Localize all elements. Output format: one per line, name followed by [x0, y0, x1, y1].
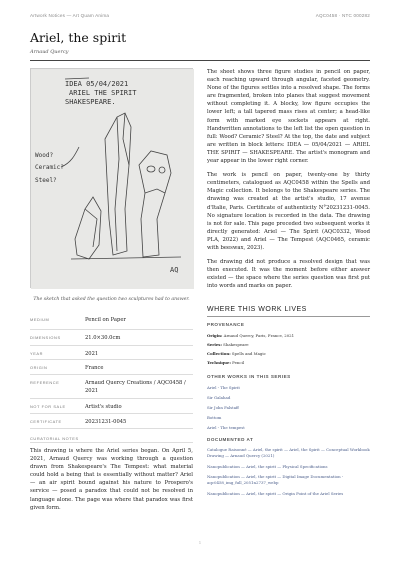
- curatorial-notes-label: CURATORIAL NOTES: [30, 436, 79, 441]
- page-number: 1: [198, 541, 202, 545]
- metadata-table: [30, 312, 193, 429]
- documented-link[interactable]: Nanopublication — Ariel, the spirit — Origin Point of the Ariel Series: [207, 491, 344, 496]
- series-link[interactable]: Sir John Falstaff: [207, 405, 239, 410]
- sketch-note-2: ARIEL THE SPIRIT: [69, 89, 137, 97]
- provenance-origin: Origin: Arnaud Quercy, Paris, France, 2021: [207, 333, 295, 338]
- meta-value: Pencil on Paper: [85, 317, 126, 323]
- meta-row-medium: [30, 312, 193, 330]
- where-divider: [207, 316, 370, 317]
- meta-label: DIMENSIONS: [30, 335, 61, 340]
- meta-value: France: [85, 365, 104, 371]
- meta-value: Arnaud Quercy Creations / AQC0458 / 2021: [85, 380, 186, 394]
- sketch-note-wood: Wood?: [35, 152, 54, 159]
- curatorial-notes: This drawing is where the Ariel series began. On April 5, 2021, Arnaud Quercy was working through a question drawn from Shakespeare's The Tempest: what material could hold a being that is essentially without matter? Ariel — an air spirit bound against his nature to Prospero's service — posed a paradox that could not be resolved in language alone. The page was where that paradox was first given form.: [30, 448, 193, 511]
- header-right: AQC0458 · NTC 000282: [315, 13, 370, 18]
- meta-value: 20231231-0045: [85, 419, 127, 425]
- sketch-note-steel: Steel?: [35, 177, 57, 184]
- provenance-collection: Collection: Spells and Magic: [207, 351, 266, 356]
- other-works-heading: OTHER WORKS IN THIS SERIES: [207, 374, 291, 379]
- page-title: Ariel, the spirit: [30, 30, 127, 45]
- meta-value: 2021: [85, 351, 99, 357]
- description-paragraph: The sheet shows three figure studies in pencil on paper, each reaching upward through angular, faceted geometry. None of the figures settles into a resolved shape. The forms are fragmented, broken into planes that suggest movement without completing it. A blocky, low figure occupies the lower left; a tall tapered mass rises at center; a head-like form with marked eye sockets appears at right. Handwritten annotations to the left list the open question in full: Wood? Ceramic? Steel? At the top, the date and subject are written in block letters: IDEA — 05/04/2021 — ARIEL THE SPIRIT — SHAKESPEARE. The artist's monogram and year appear in the lower right corner.: [207, 69, 370, 165]
- meta-label: MEDIUM: [30, 317, 50, 322]
- sketch-note-1: IDEA 05/04/2021: [65, 80, 129, 88]
- meta-label: YEAR: [30, 351, 43, 356]
- meta-row-year: [30, 346, 193, 360]
- series-link[interactable]: Sir Galahad: [207, 395, 231, 400]
- artist-name: Arnaud Quercy: [30, 49, 69, 55]
- artist-monogram: AQ: [170, 266, 179, 274]
- provenance-technique: Technique: Pencil: [207, 360, 245, 365]
- meta-label: NOT FOR SALE: [30, 404, 66, 409]
- meta-row-certificate: [30, 414, 193, 429]
- description: [207, 68, 370, 296]
- meta-value: Artist's studio: [85, 404, 122, 410]
- header-left: Artwork Notices — Art Quam Anima: [30, 13, 110, 18]
- meta-row-origin: [30, 360, 193, 375]
- sketch-note-ceramic: Ceramic?: [35, 164, 64, 171]
- notes-divider: [30, 442, 193, 443]
- documented-link[interactable]: Catalogue Raisonné — Ariel, the spirit — Ariel, the Spirit — Conceptual Workbook Drawing — Arnaud Quercy (2021): [207, 447, 370, 458]
- meta-label: CERTIFICATE: [30, 419, 62, 424]
- description-paragraph: The work is pencil on paper, twenty-one by thirty centimeters, catalogued as AQC0458 within the Spells and Magic collection. It belongs to the Shakespeare series. The drawing was created at the artist's studio, 17 avenue d'Italie, Paris. Certificate of authenticity N°20231231-0045. No signature location is recorded in the data. The drawing is not for sale. This page preceded two subsequent works it directly generated: Ariel — The Spirit (AQC0332, Wood PLA, 2022) and Ariel — The Tempest (AQC0465, ceramic with beeswax, 2023).: [207, 172, 370, 251]
- series-link[interactable]: Ariel - The tempest: [207, 425, 245, 430]
- header-bar: [30, 13, 370, 18]
- documented-link[interactable]: Nanopublication — Ariel, the spirit — Digital Image Documentation - aqc0458_img_full_2051n2737_webp: [207, 474, 344, 485]
- provenance-heading: PROVENANCE: [207, 322, 245, 327]
- meta-row-sale: [30, 399, 193, 414]
- meta-label: REFERENCE: [30, 380, 60, 385]
- meta-value: 21.0×30.0cm: [85, 335, 121, 341]
- documented-link[interactable]: Nanopublication — Ariel, the spirit — Physical Specifications: [207, 464, 328, 469]
- meta-label: ORIGIN: [30, 365, 48, 370]
- description-paragraph: The drawing did not produce a resolved design that was then executed. It was the moment before either answer existed — the space where the series question was first put into words and marks on paper.: [207, 259, 370, 290]
- title-divider: [30, 60, 370, 61]
- image-caption: The sketch that asked the question two sculptures had to answer.: [33, 297, 190, 302]
- provenance-series: Series: Shakespeare: [207, 342, 249, 347]
- series-link[interactable]: Ariel - The Spirit: [207, 385, 240, 390]
- sketch-image: [30, 68, 193, 288]
- section-heading-where: WHERE THIS WORK LIVES: [207, 306, 307, 313]
- sketch-note-3: SHAKESPEARE.: [65, 98, 116, 106]
- documented-heading: DOCUMENTED AT: [207, 437, 254, 442]
- meta-row-reference: [30, 375, 193, 399]
- meta-row-dimensions: [30, 330, 193, 346]
- series-link[interactable]: Bottom: [207, 415, 222, 420]
